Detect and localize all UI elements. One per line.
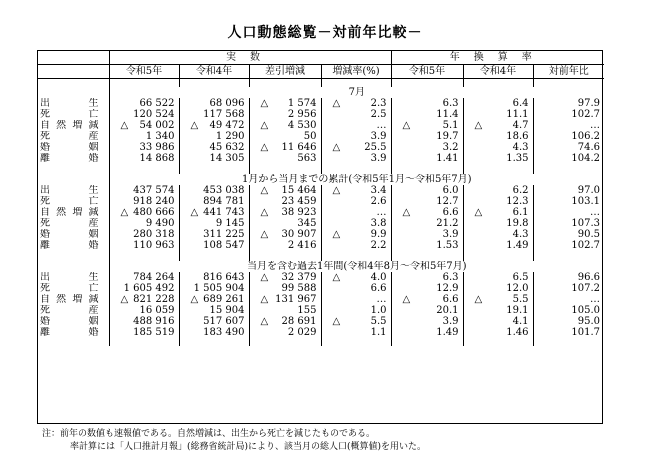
cell-value: 480 666 (133, 207, 175, 218)
cell-value: 6.6 (442, 207, 459, 218)
table-cell: 9 145 (179, 218, 249, 229)
table-row (38, 120, 604, 131)
table-cell: 345 (249, 218, 321, 229)
table-cell (249, 207, 321, 218)
table-cell (179, 207, 249, 218)
table-cell: … (533, 207, 604, 218)
table-cell: 1.49 (391, 327, 463, 338)
table-cell: 21.2 (391, 218, 463, 229)
table-row (38, 142, 604, 153)
table-cell: 6.3 (391, 98, 463, 109)
row-label: 死亡 (40, 283, 99, 294)
table-cell (109, 294, 179, 305)
table-cell: 1.53 (391, 240, 463, 251)
table-cell: 2.5 (321, 109, 391, 120)
table-cell: 918 240 (109, 196, 179, 207)
table-cell: 120 524 (109, 109, 179, 120)
table-cell: 104.2 (533, 153, 604, 164)
table-cell (321, 229, 391, 240)
table-cell: 99 588 (249, 283, 321, 294)
table-row (38, 294, 604, 305)
table-cell: 183 490 (179, 327, 249, 338)
table-cell: 117 568 (179, 109, 249, 120)
table-cell (463, 120, 533, 131)
cell-value: 5.5 (370, 316, 387, 327)
table-cell: 6.5 (463, 272, 533, 283)
table-cell: 6.2 (463, 185, 533, 196)
negative-marker: △ (332, 229, 341, 240)
row-label: 離婚 (40, 153, 99, 164)
table-cell: 517 607 (179, 316, 249, 327)
table-cell: 2 029 (249, 327, 321, 338)
col-header: 対前年比 (533, 65, 604, 79)
table-cell: 90.5 (533, 229, 604, 240)
table-cell: 311 225 (179, 229, 249, 240)
negative-marker: △ (260, 294, 269, 305)
negative-marker: △ (332, 185, 341, 196)
negative-marker: △ (402, 120, 411, 131)
header-group-rate: 年換算率 (391, 51, 604, 65)
negative-marker: △ (260, 207, 269, 218)
row-label: 死産 (40, 131, 99, 142)
table-cell: 488 916 (109, 316, 179, 327)
table-cell: … (533, 120, 604, 131)
negative-marker: △ (474, 207, 483, 218)
negative-marker: △ (260, 316, 269, 327)
table-cell: 3.9 (321, 131, 391, 142)
negative-marker: △ (474, 294, 483, 305)
cell-value: 1 574 (287, 98, 317, 109)
row-label: 自然増減 (40, 120, 99, 131)
row-label: 婚姻 (40, 316, 99, 327)
table-cell: 97.0 (533, 185, 604, 196)
table-cell (179, 294, 249, 305)
table-cell (249, 294, 321, 305)
table-cell (391, 294, 463, 305)
table-cell: 1 290 (179, 131, 249, 142)
table-row (38, 316, 604, 327)
table-row (38, 98, 604, 109)
negative-marker: △ (120, 207, 129, 218)
table-cell: 784 264 (109, 272, 179, 283)
negative-marker: △ (260, 120, 269, 131)
table-cell: 50 (249, 131, 321, 142)
table-cell: 15 904 (179, 305, 249, 316)
table-cell: 18.6 (463, 131, 533, 142)
table-row (38, 218, 604, 229)
cell-value: 38 923 (281, 207, 317, 218)
table-cell: 6.0 (391, 185, 463, 196)
negative-marker: △ (190, 207, 199, 218)
table-cell: 2 956 (249, 109, 321, 120)
table-row (38, 240, 604, 251)
table-cell: 74.6 (533, 142, 604, 153)
table-cell: 3.9 (321, 153, 391, 164)
table-cell: 816 643 (179, 272, 249, 283)
negative-marker: △ (332, 272, 341, 283)
table-cell: 1.41 (391, 153, 463, 164)
table-cell: 97.9 (533, 98, 604, 109)
table-cell: 3.8 (321, 218, 391, 229)
negative-marker: △ (190, 120, 199, 131)
table-cell: 4.1 (463, 316, 533, 327)
table-cell: 2 416 (249, 240, 321, 251)
table-cell: 110 963 (109, 240, 179, 251)
table-cell (179, 120, 249, 131)
cell-value: 2.3 (370, 98, 387, 109)
table-cell: 12.3 (463, 196, 533, 207)
table-cell: 45 632 (179, 142, 249, 153)
table-cell (391, 207, 463, 218)
cell-value: 54 002 (139, 120, 175, 131)
table-cell: 155 (249, 305, 321, 316)
negative-marker: △ (120, 294, 129, 305)
table-body (38, 79, 604, 347)
table-cell: 4.3 (463, 229, 533, 240)
row-label: 離婚 (40, 327, 99, 338)
table-cell: 453 038 (179, 185, 249, 196)
table-cell: 16 059 (109, 305, 179, 316)
negative-marker: △ (402, 294, 411, 305)
table-cell (249, 316, 321, 327)
col-header: 令和5年 (109, 65, 179, 79)
table-cell (321, 142, 391, 153)
table-cell (321, 98, 391, 109)
table-cell: … (321, 120, 391, 131)
negative-marker: △ (120, 120, 129, 131)
cell-value: 28 691 (281, 316, 317, 327)
table-cell: 96.6 (533, 272, 604, 283)
table-cell: 105.0 (533, 305, 604, 316)
table-row (38, 131, 604, 142)
cell-value: 32 379 (281, 272, 317, 283)
footnote: 率計算には「人口推計月報」(総務省統計局)により、該当月の総人口(概算値)を用いた。 (70, 442, 427, 452)
table-cell: 19.8 (463, 218, 533, 229)
table-row (38, 153, 604, 164)
table-cell (321, 185, 391, 196)
cell-value: 4 530 (287, 120, 317, 131)
table-row (38, 196, 604, 207)
table-cell: 2.6 (321, 196, 391, 207)
row-label: 死産 (40, 305, 99, 316)
table-cell: 6.6 (321, 283, 391, 294)
table-cell: 108 547 (179, 240, 249, 251)
table-cell (109, 207, 179, 218)
table-cell: 185 519 (109, 327, 179, 338)
table-cell: 23 459 (249, 196, 321, 207)
table-cell (249, 272, 321, 283)
negative-marker: △ (260, 185, 269, 196)
negative-marker: △ (260, 98, 269, 109)
table-cell (463, 207, 533, 218)
negative-marker: △ (402, 207, 411, 218)
table-cell: 107.2 (533, 283, 604, 294)
col-header: 増減率(%) (321, 65, 391, 79)
negative-marker: △ (260, 272, 269, 283)
table-row (38, 109, 604, 120)
table-cell: 20.1 (391, 305, 463, 316)
table-cell: 102.7 (533, 240, 604, 251)
negative-marker: △ (260, 142, 269, 153)
section-title-row (38, 174, 604, 185)
negative-marker: △ (474, 120, 483, 131)
table-cell: 1.0 (321, 305, 391, 316)
col-header: 令和4年 (463, 65, 533, 79)
negative-marker: △ (332, 142, 341, 153)
row-label: 婚姻 (40, 229, 99, 240)
section-title-row (38, 261, 604, 272)
table-cell: … (533, 294, 604, 305)
cell-value: 441 743 (203, 207, 245, 218)
table-cell: 12.9 (391, 283, 463, 294)
table-row (38, 283, 604, 294)
cell-value: 6.6 (442, 294, 459, 305)
cell-value: 821 228 (133, 294, 175, 305)
col-header: 差引増減 (249, 65, 321, 79)
table-cell: 1 340 (109, 131, 179, 142)
table-cell (249, 185, 321, 196)
cell-value: 11 646 (281, 142, 317, 153)
row-label: 出生 (40, 185, 99, 196)
row-label: 死産 (40, 218, 99, 229)
table-cell (391, 120, 463, 131)
table-cell: 68 096 (179, 98, 249, 109)
row-label: 離婚 (40, 240, 99, 251)
negative-marker: △ (260, 229, 269, 240)
cell-value: 15 464 (281, 185, 317, 196)
table-cell: 3.2 (391, 142, 463, 153)
table-cell: 95.0 (533, 316, 604, 327)
table-row (38, 229, 604, 240)
table-cell: 11.4 (391, 109, 463, 120)
table-row (38, 185, 604, 196)
table-row (38, 272, 604, 283)
row-label: 出生 (40, 98, 99, 109)
cell-value: 25.5 (364, 142, 387, 153)
table-cell: 33 986 (109, 142, 179, 153)
row-label: 自然増減 (40, 294, 99, 305)
table-cell: 563 (249, 153, 321, 164)
col-header: 令和5年 (391, 65, 463, 79)
header-group-actual: 実数 (109, 51, 391, 65)
page-title: 人口動態総覧－対前年比較－ (227, 25, 423, 41)
table-cell (321, 316, 391, 327)
table-cell: 280 318 (109, 229, 179, 240)
footnote: 注：前年の数値も速報値である。自然増減は、出生から死亡を減じたものである。 (42, 429, 376, 439)
table-cell: 101.7 (533, 327, 604, 338)
cell-value: 6.1 (512, 207, 529, 218)
row-label: 死亡 (40, 109, 99, 120)
table-cell (249, 229, 321, 240)
cell-value: 9.9 (370, 229, 387, 240)
cell-value: 49 472 (209, 120, 245, 131)
table-cell (109, 120, 179, 131)
cell-value: 689 261 (203, 294, 245, 305)
row-label: 婚姻 (40, 142, 99, 153)
table-cell: 12.0 (463, 283, 533, 294)
table-cell: 12.7 (391, 196, 463, 207)
cell-value: 30 907 (281, 229, 317, 240)
negative-marker: △ (332, 316, 341, 327)
section-title-row (38, 87, 604, 98)
table-cell: … (321, 294, 391, 305)
negative-marker: △ (332, 98, 341, 109)
table-cell: 11.1 (463, 109, 533, 120)
negative-marker: △ (190, 294, 199, 305)
table-cell: 107.3 (533, 218, 604, 229)
table-cell: 102.7 (533, 109, 604, 120)
table-cell: 6.3 (391, 272, 463, 283)
cell-value: 131 967 (275, 294, 317, 305)
section-title: 当月を含む過去1年間(令和4年8月～令和5年7月) (109, 261, 604, 272)
table-cell: 894 781 (179, 196, 249, 207)
table-cell: 14 305 (179, 153, 249, 164)
table-row (38, 305, 604, 316)
table-cell: 6.4 (463, 98, 533, 109)
footnotes (42, 428, 426, 454)
table-cell: 1.46 (463, 327, 533, 338)
table-cell: … (321, 207, 391, 218)
table-cell: 3.9 (391, 316, 463, 327)
table-cell (249, 120, 321, 131)
table-cell (463, 294, 533, 305)
cell-value: 5.5 (512, 294, 529, 305)
comparison-table (37, 50, 603, 424)
table-cell: 103.1 (533, 196, 604, 207)
table-row (38, 327, 604, 338)
table-cell: 4.3 (463, 142, 533, 153)
cell-value: 3.4 (370, 185, 387, 196)
section-title: 1月から当月までの累計(令和5年1月～令和5年7月) (109, 174, 604, 185)
row-label: 出生 (40, 272, 99, 283)
table-cell: 106.2 (533, 131, 604, 142)
section-title: 7月 (109, 87, 604, 98)
table-cell: 14 868 (109, 153, 179, 164)
table-cell: 2.2 (321, 240, 391, 251)
header-corner-2 (38, 65, 109, 79)
table-cell: 19.7 (391, 131, 463, 142)
row-label: 自然増減 (40, 207, 99, 218)
cell-value: 4.7 (512, 120, 529, 131)
table-cell (249, 98, 321, 109)
table-cell: 3.9 (391, 229, 463, 240)
table-cell (249, 142, 321, 153)
table-cell (321, 272, 391, 283)
col-header: 令和4年 (179, 65, 249, 79)
table-cell: 437 574 (109, 185, 179, 196)
table-cell: 1 505 904 (179, 283, 249, 294)
table-cell: 19.1 (463, 305, 533, 316)
table-cell: 9 490 (109, 218, 179, 229)
row-label: 死亡 (40, 196, 99, 207)
table-cell: 1.1 (321, 327, 391, 338)
cell-value: 5.1 (442, 120, 459, 131)
table-cell: 1.49 (463, 240, 533, 251)
table-cell: 1.35 (463, 153, 533, 164)
cell-value: 4.0 (370, 272, 387, 283)
table-cell: 66 522 (109, 98, 179, 109)
table-cell: 1 605 492 (109, 283, 179, 294)
table-row (38, 207, 604, 218)
header-corner (38, 51, 109, 65)
